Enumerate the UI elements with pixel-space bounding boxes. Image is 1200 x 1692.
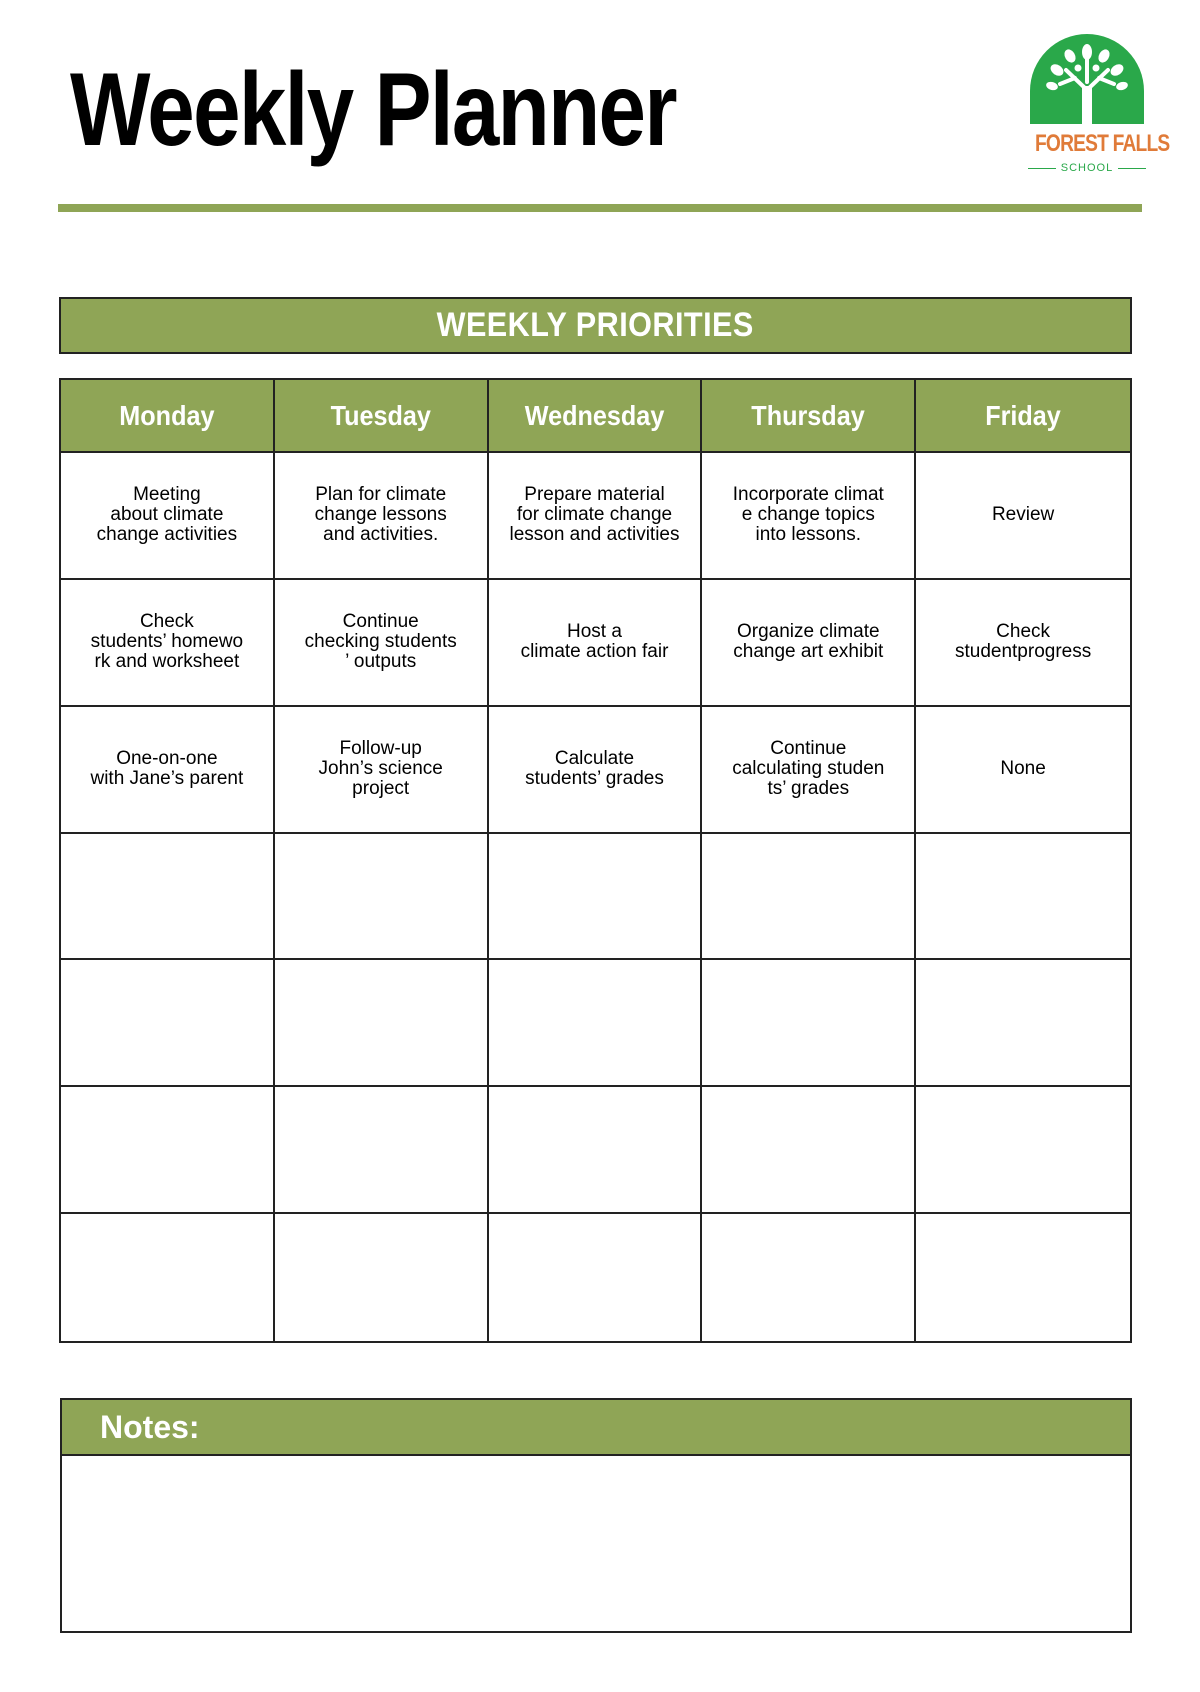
priority-cell-thursday[interactable] [702,1214,916,1341]
tree-icon [1030,34,1144,124]
priority-cell-monday[interactable]: Meeting about climate change activities [61,453,275,580]
school-subtitle: SCHOOL [1060,162,1114,174]
priority-cell-thursday[interactable]: Incorporate climat e change topics into lessons. [702,453,916,580]
day-label: Thursday [751,399,865,431]
day-header-friday [916,380,1130,453]
day-header-tuesday [275,380,489,453]
day-label: Tuesday [330,399,431,431]
priority-cell-wednesday[interactable] [489,1087,703,1214]
priority-cell-monday[interactable] [61,960,275,1087]
priority-cell-wednesday[interactable] [489,1214,703,1341]
notes-label: Notes: [100,1408,200,1445]
priority-cell-thursday[interactable]: Organize climate change art exhibit [702,580,916,707]
notes-area[interactable] [60,1456,1132,1633]
weekly-priorities-title: WEEKLY PRIORITIES [436,306,755,344]
school-subtitle-line [1028,162,1146,174]
priority-cell-thursday[interactable]: Continue calculating studen ts’ grades [702,707,916,834]
priority-cell-monday[interactable]: Check students’ homewo rk and worksheet [61,580,275,707]
priority-cell-monday[interactable] [61,1214,275,1341]
priority-cell-monday[interactable]: One-on-one with Jane’s parent [61,707,275,834]
priority-cell-tuesday[interactable]: Plan for climate change lessons and activities. [275,453,489,580]
priority-cell-tuesday[interactable]: Continue checking students ’ outputs [275,580,489,707]
day-label: Monday [119,399,215,431]
school-name: FOREST FALLS [1035,130,1170,157]
day-header-thursday [702,380,916,453]
priority-cell-tuesday[interactable] [275,960,489,1087]
day-label: Wednesday [524,399,665,431]
priority-cell-wednesday[interactable]: Prepare material for climate change lesson and activities [489,453,703,580]
day-header-monday [61,380,275,453]
priority-cell-friday[interactable] [916,960,1130,1087]
priority-cell-thursday[interactable] [702,834,916,961]
priority-cell-tuesday[interactable] [275,1214,489,1341]
priority-cell-wednesday[interactable]: Host a climate action fair [489,580,703,707]
notes-header [60,1398,1132,1456]
priority-cell-friday[interactable] [916,834,1130,961]
header-divider [58,204,1142,212]
priority-cell-thursday[interactable] [702,1087,916,1214]
school-logo [1022,34,1170,174]
priority-cell-friday[interactable]: Check studentprogress [916,580,1130,707]
priority-cell-friday[interactable] [916,1214,1130,1341]
page-title: Weekly Planner [70,52,676,168]
priority-cell-friday[interactable] [916,1087,1130,1214]
priority-cell-wednesday[interactable]: Calculate students’ grades [489,707,703,834]
day-header-wednesday [489,380,703,453]
priority-cell-thursday[interactable] [702,960,916,1087]
priority-cell-tuesday[interactable] [275,1087,489,1214]
priority-cell-friday[interactable]: None [916,707,1130,834]
priority-cell-friday[interactable]: Review [916,453,1130,580]
day-label: Friday [985,399,1061,431]
priority-cell-tuesday[interactable]: Follow-up John’s science project [275,707,489,834]
priority-cell-tuesday[interactable] [275,834,489,961]
priority-cell-monday[interactable] [61,1087,275,1214]
priority-cell-monday[interactable] [61,834,275,961]
weekly-priorities-header [59,297,1132,354]
priority-cell-wednesday[interactable] [489,834,703,961]
weekly-priorities-table [59,378,1132,1343]
priority-cell-wednesday[interactable] [489,960,703,1087]
